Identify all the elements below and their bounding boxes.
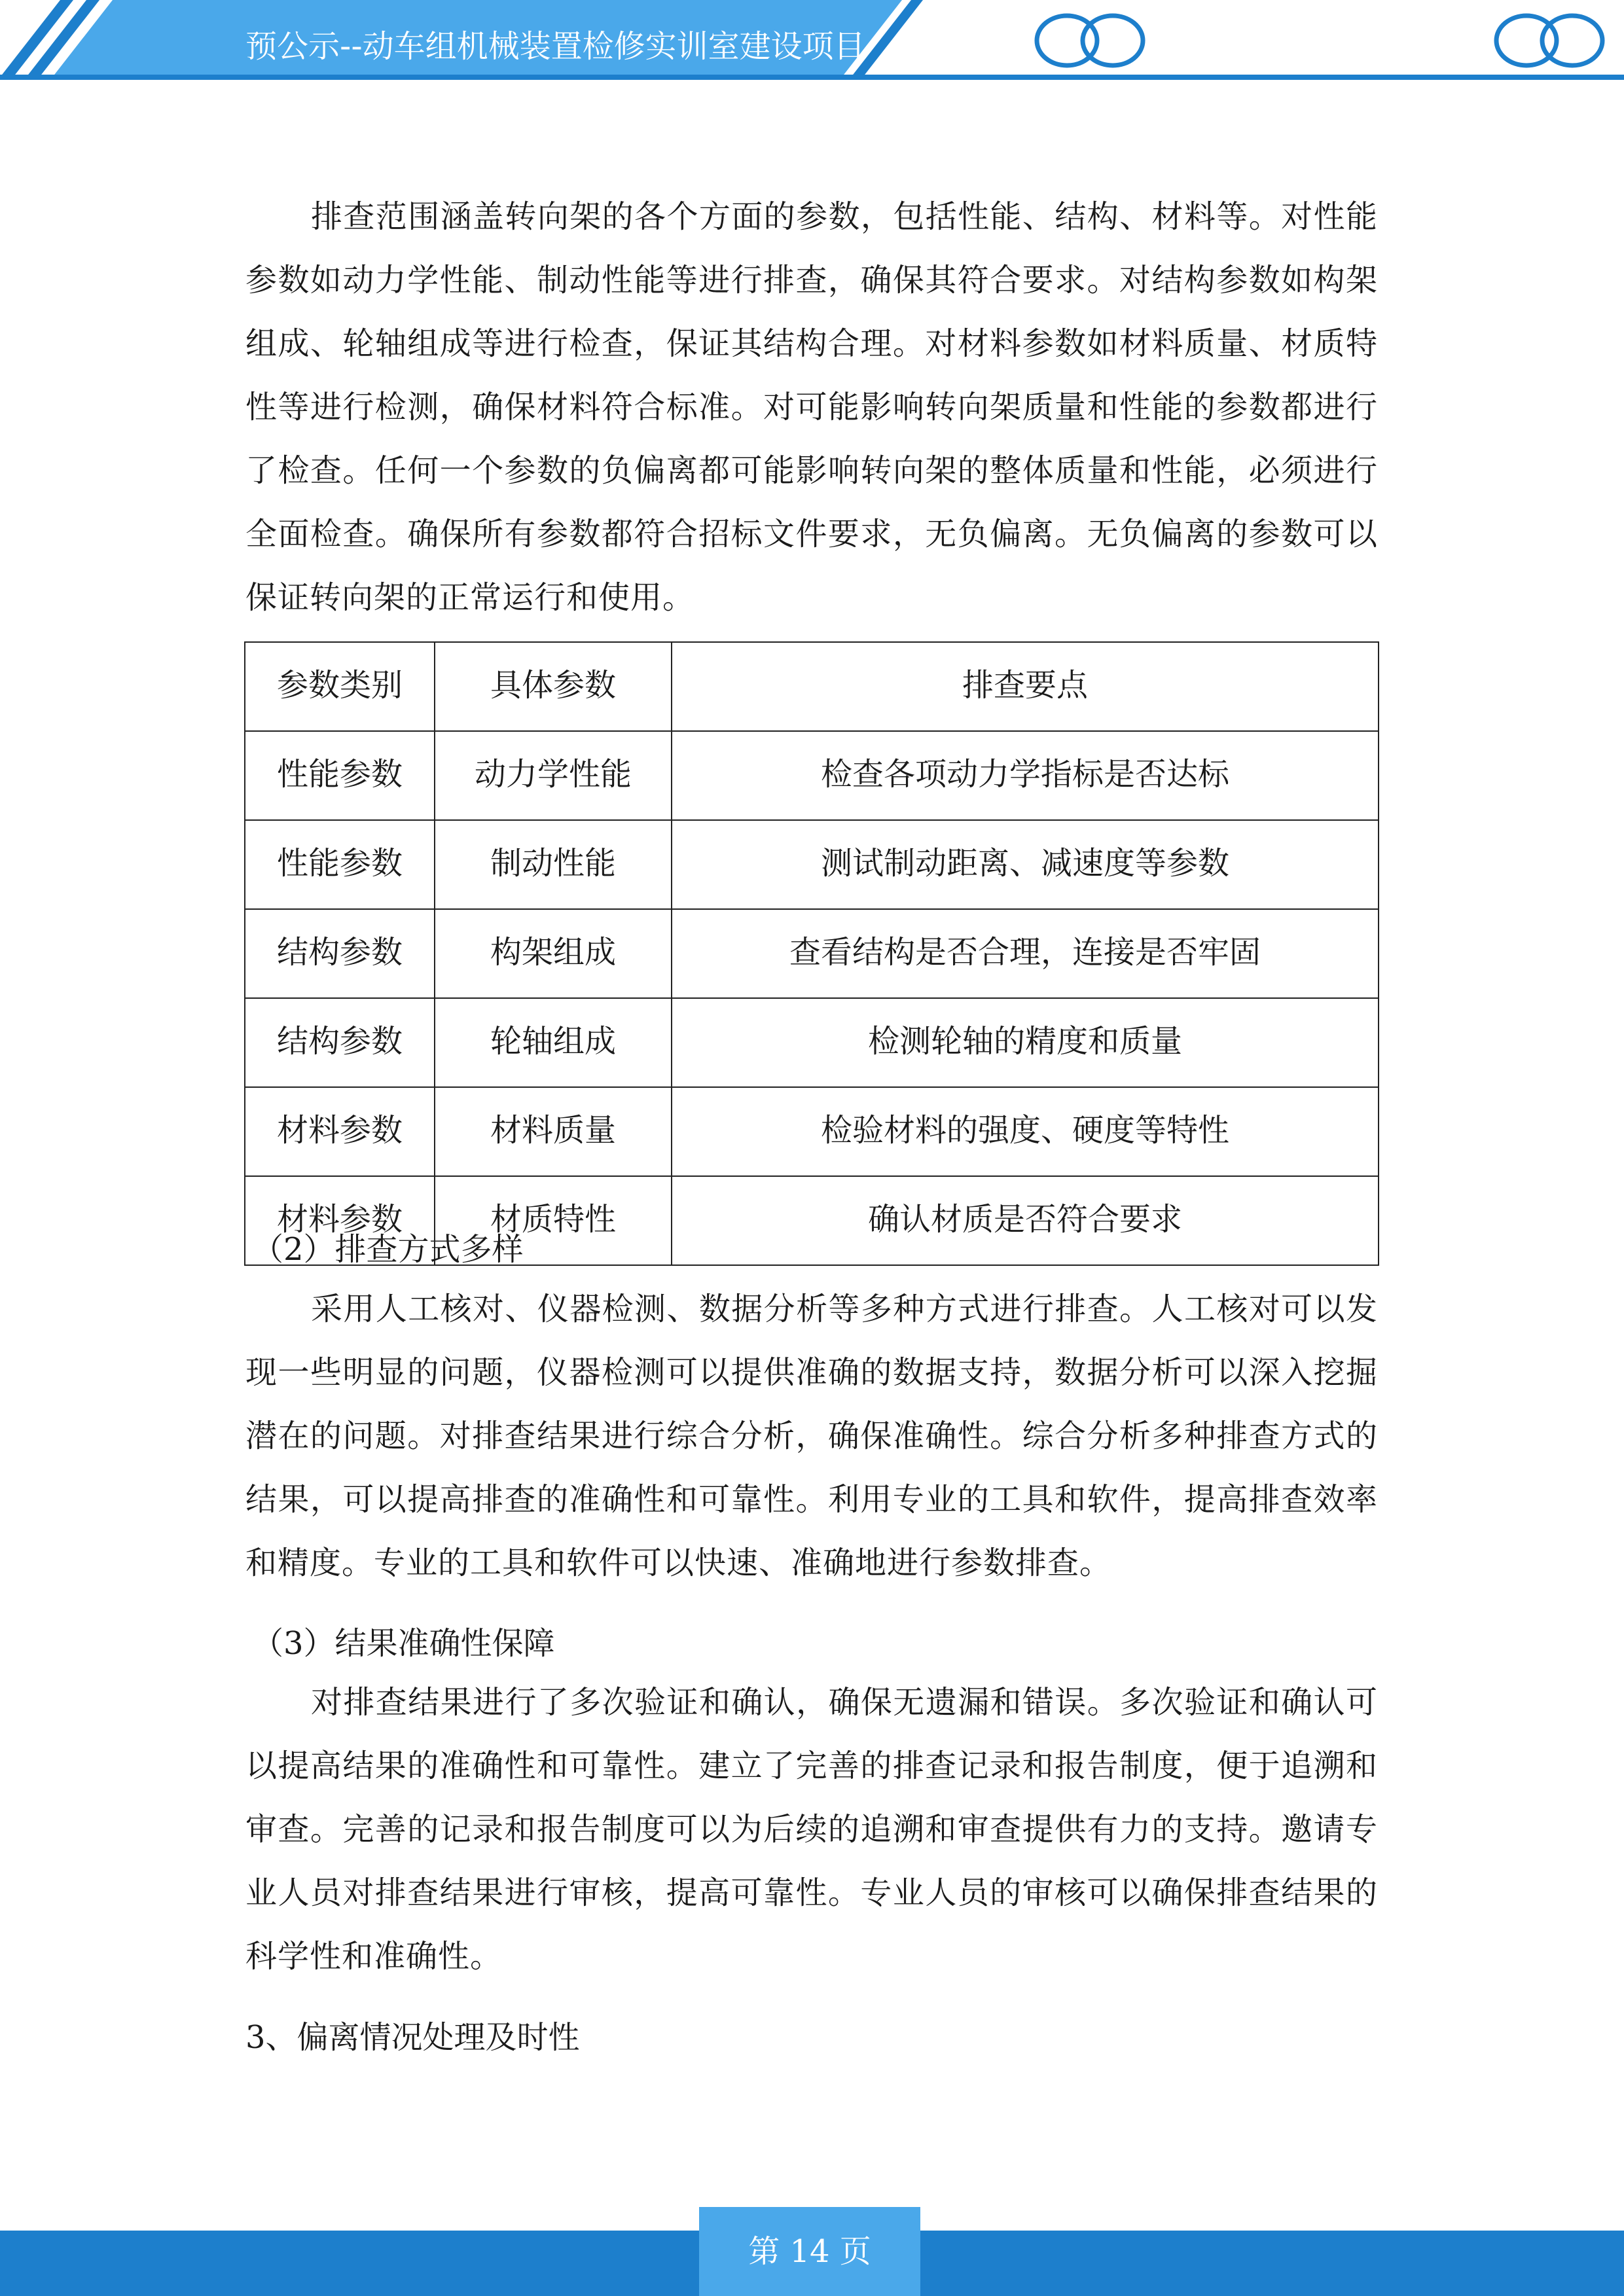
- section-heading-3: （3）结果准确性保障: [252, 1625, 555, 1662]
- ring-ornament-icon: [1037, 16, 1143, 65]
- table-row: [245, 1087, 1379, 1176]
- body-paragraph-2: 采用人工核对、仪器检测、数据分析等多种方式进行排查。人工核对可以发现一些明显的问题，仪器检测可以提供准确的数据支持，数据分析可以深入挖掘潜在的问题。对排查结果进行综合分析，确保准确性。综合分析多种排查方式的结果，可以提高排查的准确性和可靠性。利用专业的工具和软件，提高排查效率和精度。专业的工具和软件可以快速、准确地进行参数排查。: [245, 1291, 1378, 1581]
- table-header-row: [245, 642, 1379, 731]
- table-cell: 构架组成: [435, 909, 672, 998]
- table-cell: 查看结构是否合理，连接是否牢固: [672, 909, 1379, 998]
- header-title: 预公示--动车组机械装置检修实训室建设项目: [245, 28, 865, 65]
- page-number: 第 14 页: [699, 2207, 920, 2296]
- table-cell: 材料质量: [435, 1087, 672, 1176]
- table-row: [245, 820, 1379, 909]
- table-cell: 测试制动距离、减速度等参数: [672, 820, 1379, 909]
- table-header-cell: 具体参数: [435, 642, 672, 731]
- table-cell: 材料参数: [245, 1087, 435, 1176]
- table-cell: 制动性能: [435, 820, 672, 909]
- table-cell: 检验材料的强度、硬度等特性: [672, 1087, 1379, 1176]
- section-heading-2: （2）排查方式多样: [252, 1231, 524, 1268]
- body-paragraph-3: 对排查结果进行了多次验证和确认，确保无遗漏和错误。多次验证和确认可以提高结果的准确性和可靠性。建立了完善的排查记录和报告制度，便于追溯和审查。完善的记录和报告制度可以为后续的追溯和审查提供有力的支持。邀请专业人员对排查结果进行审核，提高可靠性。专业人员的审核可以确保排查结果的科学性和准确性。: [245, 1684, 1378, 1975]
- table-cell: 动力学性能: [435, 731, 672, 820]
- page-header: [0, 0, 1624, 85]
- table-cell: 确认材质是否符合要求: [672, 1176, 1379, 1265]
- body-paragraph-1: 排查范围涵盖转向架的各个方面的参数，包括性能、结构、材料等。对性能参数如动力学性能、制动性能等进行排查，确保其符合要求。对结构参数如构架组成、轮轴组成等进行检查，保证其结构合理。对材料参数如材料质量、材质特性等进行检测，确保材料符合标准。对可能影响转向架质量和性能的参数都进行了检查。任何一个参数的负偏离都可能影响转向架的整体质量和性能，必须进行全面检查。确保所有参数都符合招标文件要求，无负偏离。无负偏离的参数可以保证转向架的正常运行和使用。: [245, 198, 1378, 616]
- table-row: [245, 909, 1379, 998]
- table-cell: 检测轮轴的精度和质量: [672, 998, 1379, 1087]
- table-cell: 性能参数: [245, 731, 435, 820]
- section-heading-4: 3、偏离情况处理及时性: [245, 2019, 580, 2056]
- table-cell: 检查各项动力学指标是否达标: [672, 731, 1379, 820]
- ring-ornament-icon: [1496, 16, 1602, 65]
- table-cell: 材料参数: [245, 1176, 435, 1265]
- table-cell: 材质特性: [435, 1176, 672, 1265]
- parameter-table: [244, 641, 1379, 1266]
- table-cell: 结构参数: [245, 998, 435, 1087]
- table-row: [245, 998, 1379, 1087]
- table-cell: 轮轴组成: [435, 998, 672, 1087]
- table-header-cell: 排查要点: [672, 642, 1379, 731]
- table-header-cell: 参数类别: [245, 642, 435, 731]
- table-cell: 结构参数: [245, 909, 435, 998]
- header-rule: [0, 75, 1624, 80]
- table-row: [245, 731, 1379, 820]
- table-cell: 性能参数: [245, 820, 435, 909]
